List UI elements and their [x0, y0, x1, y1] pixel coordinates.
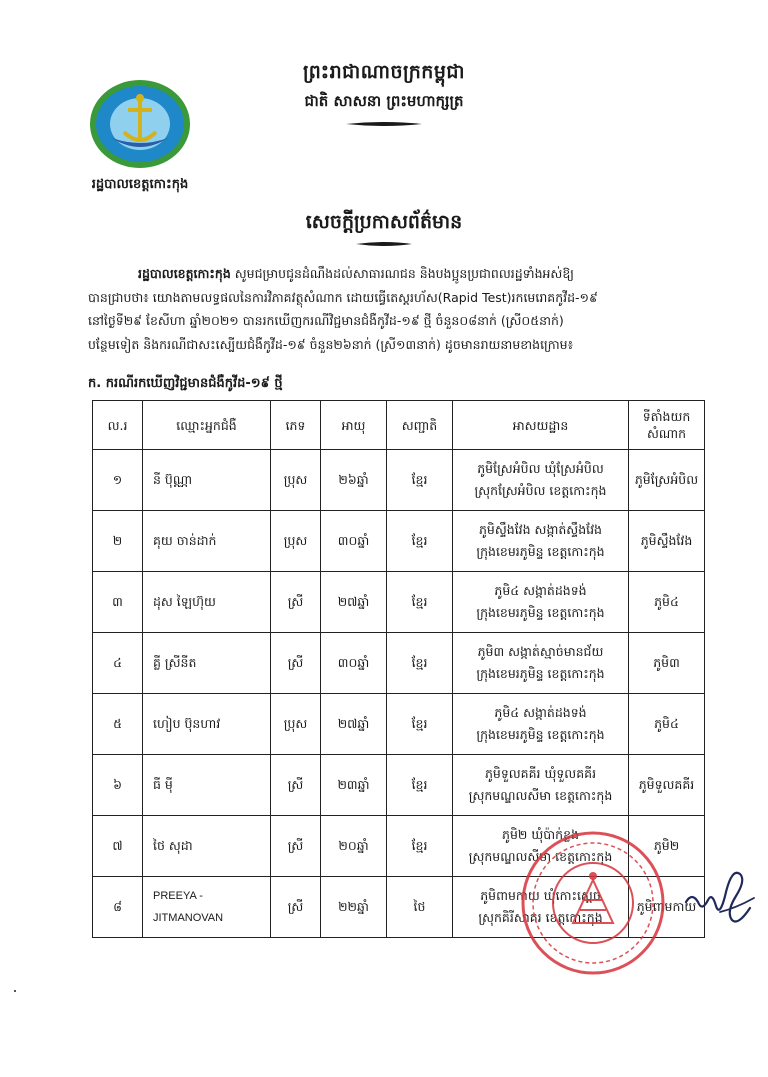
cell-age: ២២ឆ្នាំ — [321, 877, 387, 938]
cell-address — [453, 694, 629, 755]
name-line2: JITMANOVAN — [153, 912, 224, 924]
header-sample-site — [629, 401, 705, 450]
cell-address — [453, 755, 629, 816]
cell-no: ៧ — [93, 816, 143, 877]
address-line2: ក្រុងខេមរភូមិន្ទ ខេត្តកោះកុង — [476, 727, 605, 742]
name-line1: PREEYA - — [153, 890, 203, 902]
cell-no: ៦ — [93, 755, 143, 816]
cell-name: នី ប៊ុណ្ណា — [143, 450, 271, 511]
header-nationality: សញ្ជាតិ — [387, 401, 453, 450]
cell-nationality: ខ្មែរ — [387, 511, 453, 572]
cell-nationality: ខ្មែរ — [387, 755, 453, 816]
cell-nationality: ខ្មែរ — [387, 633, 453, 694]
header-address: អាសយដ្ឋាន — [453, 401, 629, 450]
section-heading: ក. ករណីរកឃើញវិជ្ជមានជំងឺកូវីដ-១៩ ថ្មី — [88, 376, 283, 391]
paragraph-line-1 — [88, 262, 694, 286]
cell-age: ៣០ឆ្នាំ — [321, 633, 387, 694]
cell-nationality: ខ្មែរ — [387, 816, 453, 877]
table-row — [93, 694, 705, 755]
paragraph-line-4: បន្ថែមទៀត និងករណីជាសះស្បើយជំងឺកូវីដ-១៩ ចំនួន២៦នាក់ (ស្រី១៣នាក់) ដូចមានរាយនាមខាងក្រោម៖ — [88, 336, 574, 352]
announcement-paragraph — [88, 262, 694, 356]
address-line2: ស្រុកគិរីសាគរ ខេត្តកោះកុង — [478, 910, 603, 925]
paragraph-line-1-text: សូមជម្រាបជូនដំណឹងដល់សាធារណជន និងបងប្អូនប្រជាពលរដ្ឋទាំងអស់ឱ្យ — [230, 266, 574, 281]
cell-name: គ្លី ស្រីនីត — [143, 633, 271, 694]
cell-name: គុយ ចាន់ដាក់ — [143, 511, 271, 572]
cell-sex: ស្រី — [271, 877, 321, 938]
cell-nationality: ថៃ — [387, 877, 453, 938]
cell-sample-site: ភូមិ៤ — [629, 572, 705, 633]
issuer-bold: រដ្ឋបាលខេត្តកោះកុង — [138, 266, 231, 281]
title-ornament — [354, 240, 414, 248]
address-line1: ភូមិ៤ សង្កាត់ដងទង់ — [494, 705, 587, 720]
cell-sex: ប្រុស — [271, 511, 321, 572]
header-sex: ភេទ — [271, 401, 321, 450]
address-line2: ក្រុងខេមរភូមិន្ទ ខេត្តកោះកុង — [476, 544, 605, 559]
cell-name: ថៃ សុដា — [143, 816, 271, 877]
scan-speck — [14, 990, 16, 992]
cell-sample-site: ភូមិ៤ — [629, 694, 705, 755]
cell-name — [143, 877, 271, 938]
address-line1: ភូមិស្រែអំបិល ឃុំស្រែអំបិល — [477, 461, 604, 476]
provincial-emblem-logo — [88, 78, 192, 170]
national-motto: ជាតិ សាសនា ព្រះមហាក្សត្រ — [304, 92, 464, 110]
paragraph-line-3: នៅថ្ងៃទី២៩ ខែសីហា ឆ្នាំ២០២១ បានរកឃើញករណីវិជ្ជមានជំងឺកូវីដ-១៩ ថ្មី ចំនួន០៨នាក់ (ស្រី០៥នាក់) — [88, 313, 564, 328]
cell-sex: ប្រុស — [271, 694, 321, 755]
table-row — [93, 755, 705, 816]
cell-sample-site: ភូមិពាមកាយ — [629, 877, 705, 938]
cell-no: ៨ — [93, 877, 143, 938]
address-line1: ភូមិស្ទឹងវែង សង្កាត់ស្ទឹងវែង — [479, 522, 602, 537]
cell-sex: ស្រី — [271, 633, 321, 694]
signature — [680, 862, 760, 932]
cell-name: ហៀប ប៊ុនហាវ — [143, 694, 271, 755]
document-title: សេចក្ដីប្រកាសព័ត៌មាន — [305, 211, 463, 233]
cell-sample-site: ភូមិ៣ — [629, 633, 705, 694]
paragraph-line-2: បានជ្រាបថា៖ យោងតាមលទ្ធផលនៃការវិភាគវត្ថុសំណាក ដោយធ្វើតេស្តរហ័ស(Rapid Test)រកមេរោគកូវីដ-១៩ — [88, 289, 598, 305]
cell-sex: ស្រី — [271, 816, 321, 877]
address-line1: ភូមិ២ ឃុំប៉ាក់ខ្លង — [502, 827, 579, 842]
header-sample-site-line2: សំណាក — [646, 426, 687, 441]
header-name: ឈ្មោះអ្នកជំងឺ — [143, 401, 271, 450]
address-line1: ភូមិពាមកាយ ឃុំកោះស្ដេច — [480, 888, 601, 903]
cell-nationality: ខ្មែរ — [387, 694, 453, 755]
cell-address — [453, 633, 629, 694]
header-no: ល.រ — [93, 401, 143, 450]
cell-address — [453, 450, 629, 511]
cell-no: ៥ — [93, 694, 143, 755]
cell-sample-site: ភូមិស្រែអំបិល — [629, 450, 705, 511]
address-line2: ស្រុកស្រែអំបិល ខេត្តកោះកុង — [474, 483, 607, 498]
cell-name: ដុស ឡៃហ៊ុយ — [143, 572, 271, 633]
cell-age: ២៦ឆ្នាំ — [321, 450, 387, 511]
cell-age: ៣០ឆ្នាំ — [321, 511, 387, 572]
cell-nationality: ខ្មែរ — [387, 450, 453, 511]
table-row — [93, 511, 705, 572]
official-stamp — [518, 828, 668, 978]
address-line2: ក្រុងខេមរភូមិន្ទ ខេត្តកោះកុង — [476, 605, 605, 620]
table-row — [93, 633, 705, 694]
address-line2: ក្រុងខេមរភូមិន្ទ ខេត្តកោះកុង — [476, 666, 605, 681]
header-age: អាយុ — [321, 401, 387, 450]
cell-sample-site: ភូមិទួលគគីរ — [629, 755, 705, 816]
cell-sex: ស្រី — [271, 755, 321, 816]
cell-age: ២៧ឆ្នាំ — [321, 694, 387, 755]
cell-no: ១ — [93, 450, 143, 511]
address-line2: ស្រុកមណ្ឌលសីមា ខេត្តកោះកុង — [468, 849, 613, 864]
header-sample-site-line1: ទីតាំងយក — [642, 409, 691, 424]
cell-sample-site: ភូមិ២ — [629, 816, 705, 877]
table-row — [93, 450, 705, 511]
address-line1: ភូមិ៣ សង្កាត់ស្មាច់មានជ័យ — [477, 644, 604, 659]
cell-name: ធី ម៉ី — [143, 755, 271, 816]
cell-no: ៣ — [93, 572, 143, 633]
cell-sex: ស្រី — [271, 572, 321, 633]
cell-sample-site: ភូមិស្ទឹងវែង — [629, 511, 705, 572]
issuer-caption: រដ្ឋបាលខេត្តកោះកុង — [91, 177, 189, 192]
cell-no: ២ — [93, 511, 143, 572]
cell-address — [453, 572, 629, 633]
address-line1: ភូមិទួលគគីរ ឃុំទួលគគីរ — [484, 766, 597, 781]
cell-no: ៤ — [93, 633, 143, 694]
cell-address — [453, 511, 629, 572]
table-row — [93, 572, 705, 633]
cell-nationality: ខ្មែរ — [387, 572, 453, 633]
address-line1: ភូមិ៤ សង្កាត់ដងទង់ — [494, 583, 587, 598]
table-header-row — [93, 401, 705, 450]
kingdom-title: ព្រះរាជាណាចក្រកម្ពុជា — [303, 61, 465, 83]
cell-age: ២០ឆ្នាំ — [321, 816, 387, 877]
address-line2: ស្រុកមណ្ឌលសីមា ខេត្តកោះកុង — [468, 788, 613, 803]
cell-age: ២៣ឆ្នាំ — [321, 755, 387, 816]
motto-ornament — [344, 120, 424, 128]
cell-sex: ប្រុស — [271, 450, 321, 511]
cell-age: ២៧ឆ្នាំ — [321, 572, 387, 633]
